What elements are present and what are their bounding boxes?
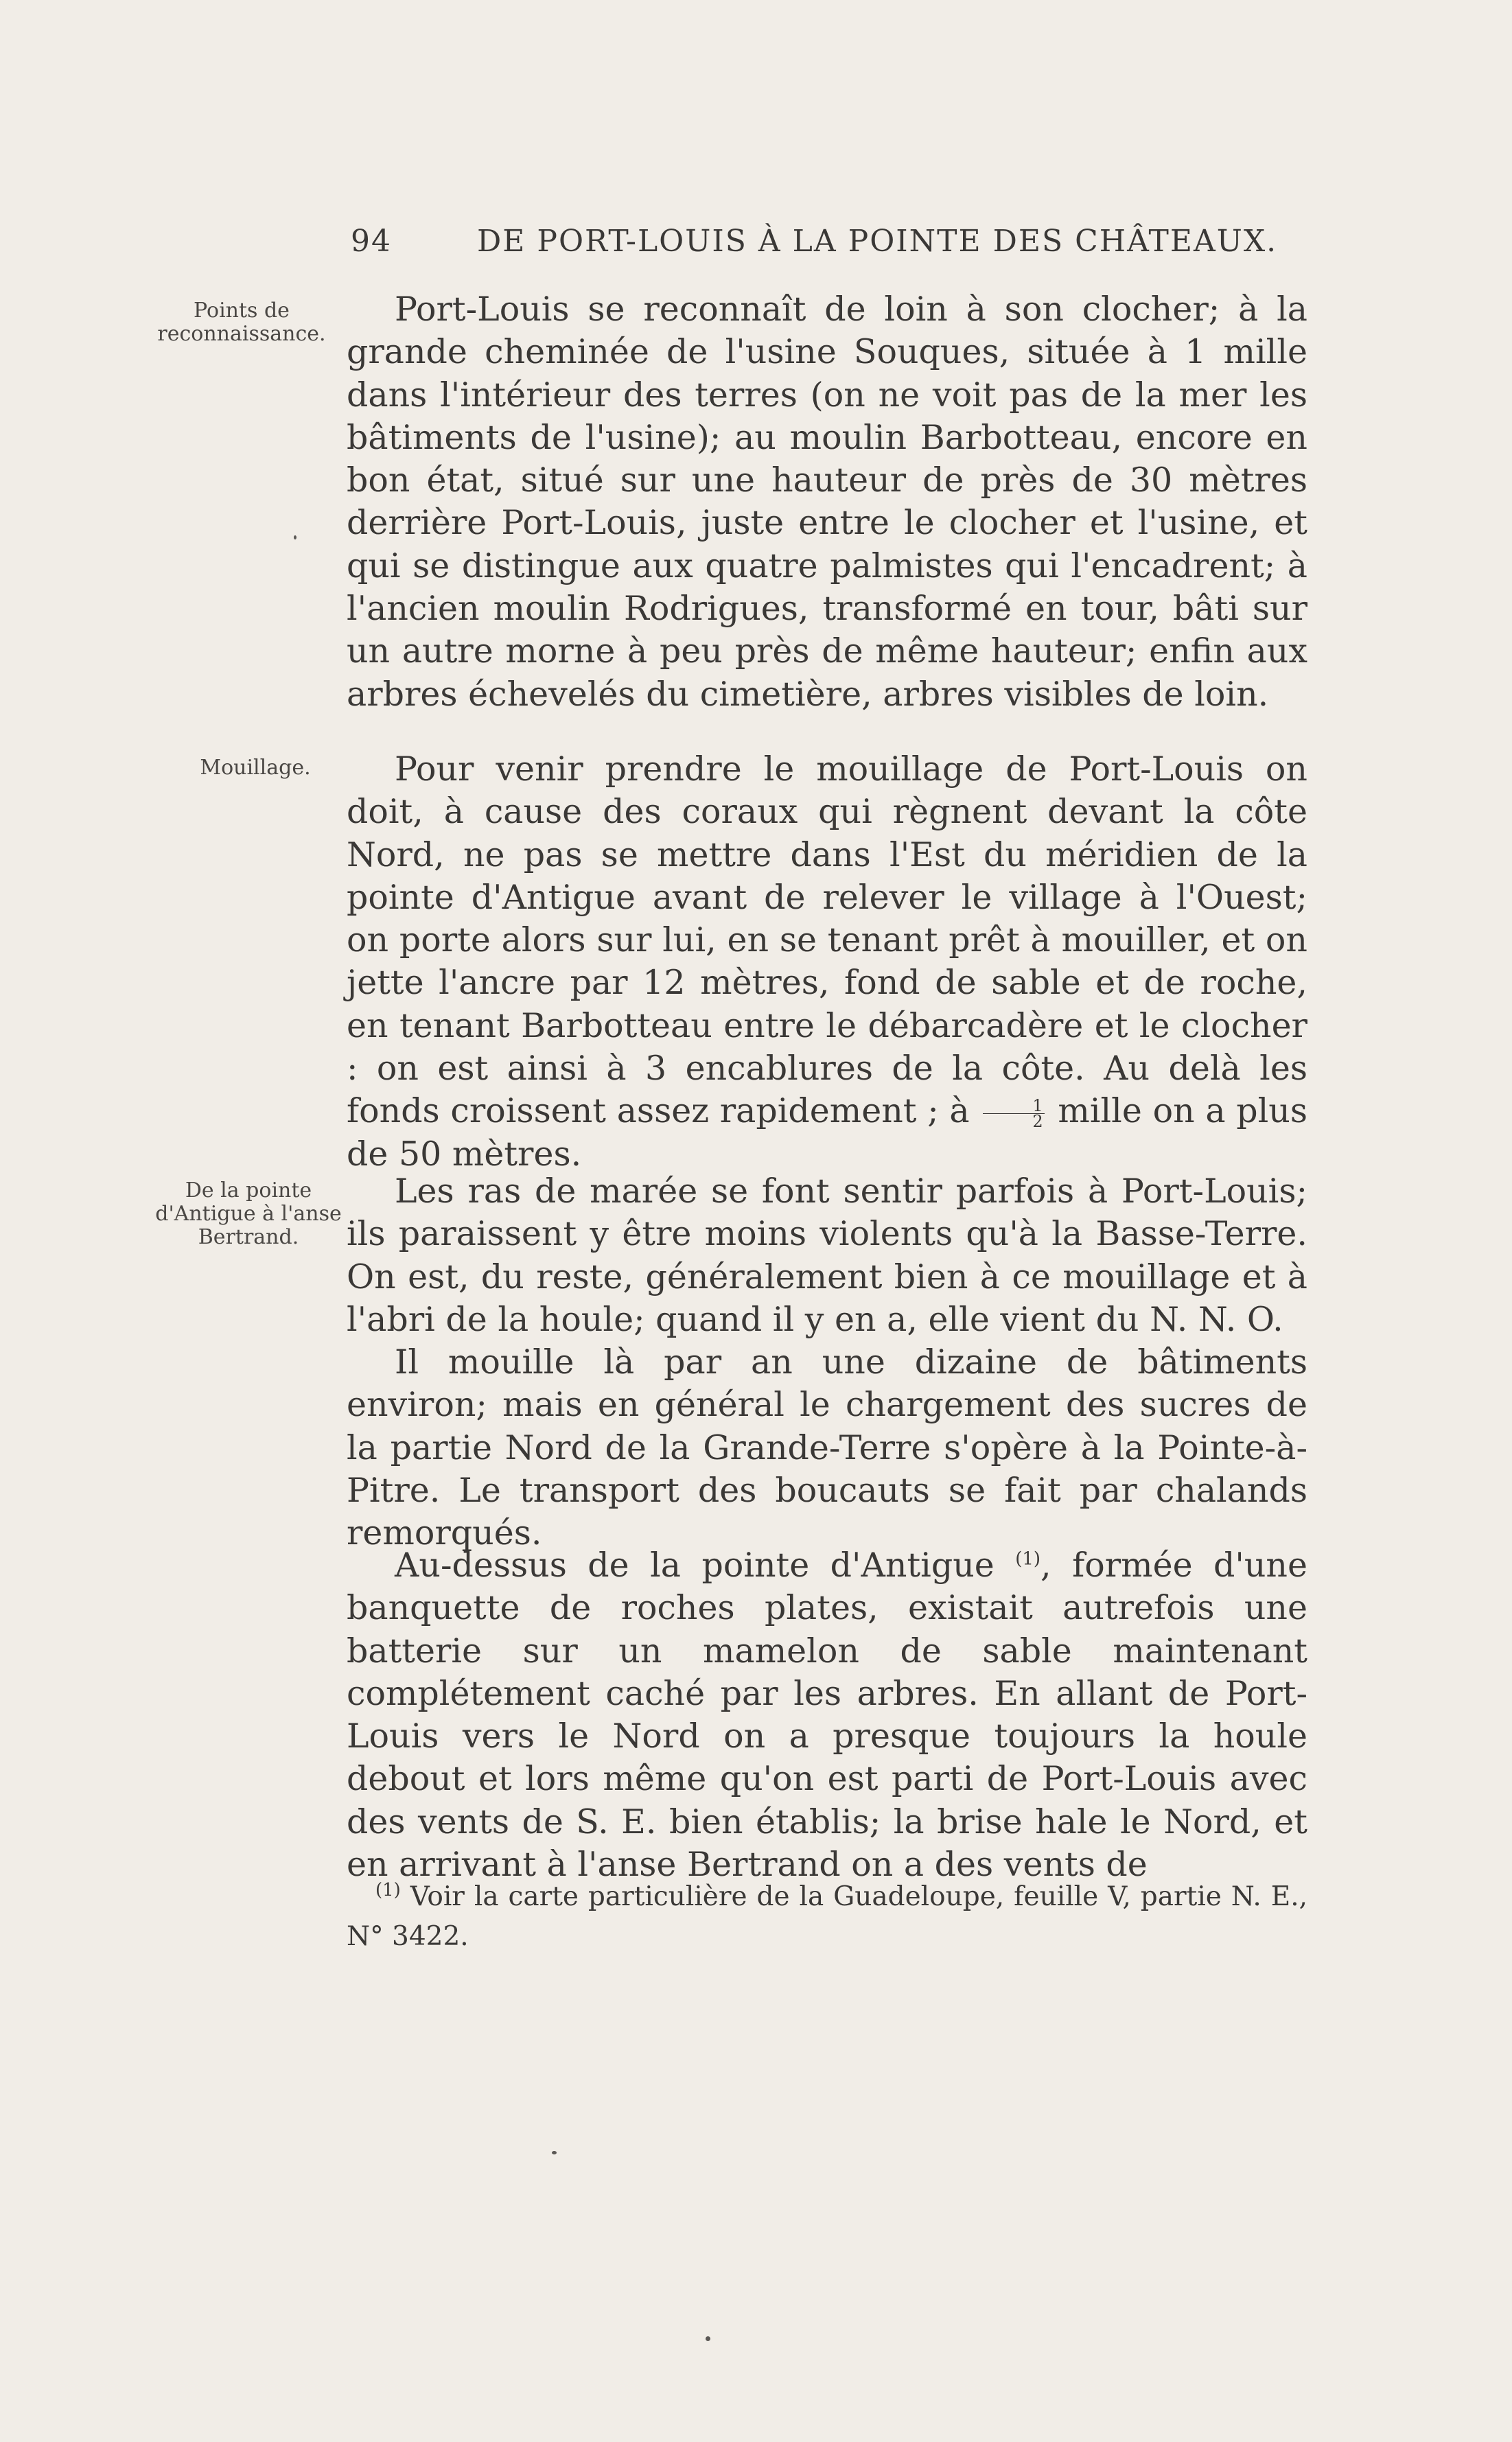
- margin-note-pointe: De la pointe d'Antigue à l'anse Bertrand.: [155, 1178, 342, 1249]
- paragraph-text-end: , formée d'une banquette de roches plates, existait autrefois une batterie sur un mamelon de sable maintenant complétement caché par les arbres. En allant de Port-Louis vers le Nord on a presque toujours la houle debout et lors même qu'on est parti de Port-Louis avec des vents de S. E. bien établis; la brise hale le Nord, et en arrivant à l'anse Bertrand on a des vents de: [347, 1546, 1307, 1885]
- paragraph-pointe-antigue: [347, 1544, 1307, 1886]
- footnote-text: [347, 1877, 1307, 1957]
- paragraph-text-start: Au-dessus de la pointe d'Antigue: [395, 1546, 995, 1585]
- paragraph-text: Port-Louis se reconnaît de loin à son clocher; à la grande cheminée de l'usine Souques, située à 1 mille dans l'intérieur des terres (on ne voit pas de la mer les bâtiments de l'usine); au moulin Barbotteau, encore en bon état, situé sur une hauteur de près de 30 mètres derrière Port-Louis, juste entre le clocher et l'usine, et qui se distingue aux quatre palmistes qui l'encadrent; à l'ancien moulin Rodrigues, transformé en tour, bâti sur un autre morne à peu près de même hauteur; enfin aux arbres échevelés du cimetière, arbres visibles de loin.: [347, 290, 1307, 714]
- margin-note-points: Points de reconnaissance.: [157, 299, 326, 346]
- margin-note-mouillage: Mouillage.: [200, 756, 311, 780]
- scan-speck: [706, 2336, 710, 2341]
- paragraph-text-start: Pour venir prendre le mouillage de Port-Louis on doit, à cause des coraux qui règnent devant la côte Nord, ne pas se mettre dans l'Est du méridien de la pointe d'Antigue avant de relever le village à l'Ouest; on porte alors sur lui, en se tenant prêt à mouiller, et on jette l'ancre par 12 mètres, fond de sable et de roche, en tenant Barbotteau entre le débarcadère et le clocher : on est ainsi à 3 encablures de la côte. Au delà les fonds croissent assez rapidement ; à: [347, 749, 1307, 1131]
- fraction-numerator: 1: [983, 1098, 1044, 1114]
- paragraph-points-de-reconnaissance: [347, 288, 1307, 716]
- fraction-denominator: 2: [1032, 1112, 1043, 1132]
- paragraph-text: Il mouille là par an une dizaine de bâtiments environ; mais en général le chargement des sucres de la partie Nord de la Grande-Terre s'opère à la Pointe-à-Pitre. Le transport des boucauts se fait par chalands remorqués.: [347, 1342, 1307, 1553]
- paragraph-text-end: mille on a plus de 50 mètres.: [347, 1091, 1308, 1174]
- running-header: [347, 224, 1278, 265]
- fraction-half: [983, 1096, 1044, 1132]
- paragraph-ras-de-maree: [347, 1170, 1307, 1555]
- footnote: [347, 1877, 1307, 1957]
- page-number: 94: [351, 224, 392, 259]
- paragraph-mouillage: [347, 748, 1307, 1176]
- footnote-body: Voir la carte particulière de la Guadeloupe, feuille V, partie N. E., N° 3422.: [347, 1881, 1307, 1952]
- footnote-mark: (1): [375, 1880, 401, 1900]
- scan-speck: [294, 535, 296, 539]
- paragraph-text: Les ras de marée se font sentir parfois à Port-Louis; ils paraissent y être moins violents qu'à la Basse-Terre. On est, du reste, généralement bien à ce mouillage et à l'abri de la houle; quand il y en a, elle vient du N. N. O.: [347, 1172, 1307, 1339]
- paragraph-text: [347, 748, 1307, 1176]
- running-title: DE PORT-LOUIS À LA POINTE DES CHÂTEAUX.: [477, 224, 1278, 259]
- paragraph-text: [347, 1544, 1307, 1886]
- scan-speck: [552, 2151, 557, 2154]
- footnote-reference[interactable]: (1): [1015, 1548, 1041, 1570]
